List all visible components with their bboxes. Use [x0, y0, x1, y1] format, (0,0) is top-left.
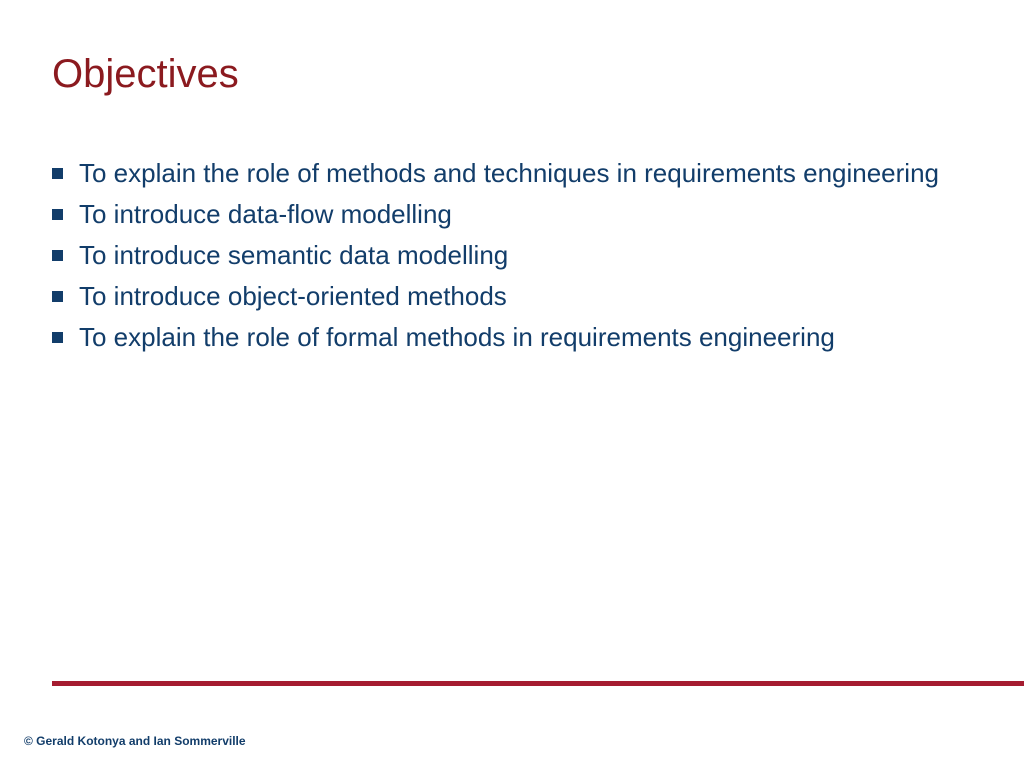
bullet-item — [50, 194, 980, 235]
bullet-item — [50, 317, 980, 358]
bullet-text: To introduce semantic data modelling — [79, 240, 509, 270]
square-bullet-icon — [52, 209, 63, 220]
bullet-text: To introduce data-flow modelling — [79, 199, 452, 229]
bullet-text: To explain the role of methods and techniques in requirements engineering — [79, 158, 939, 188]
square-bullet-icon — [52, 291, 63, 302]
bullet-item — [50, 276, 980, 317]
bullet-text: To introduce object-oriented methods — [79, 281, 507, 311]
bullet-text: To explain the role of formal methods in requirements engineering — [79, 322, 835, 352]
square-bullet-icon — [52, 168, 63, 179]
footer-divider — [52, 681, 1024, 686]
slide-title: Objectives — [52, 52, 239, 96]
bullet-item — [50, 235, 980, 276]
square-bullet-icon — [52, 332, 63, 343]
square-bullet-icon — [52, 250, 63, 261]
objectives-list — [50, 153, 980, 358]
bullet-item — [50, 153, 980, 194]
copyright-notice: © Gerald Kotonya and Ian Sommerville — [24, 734, 246, 748]
